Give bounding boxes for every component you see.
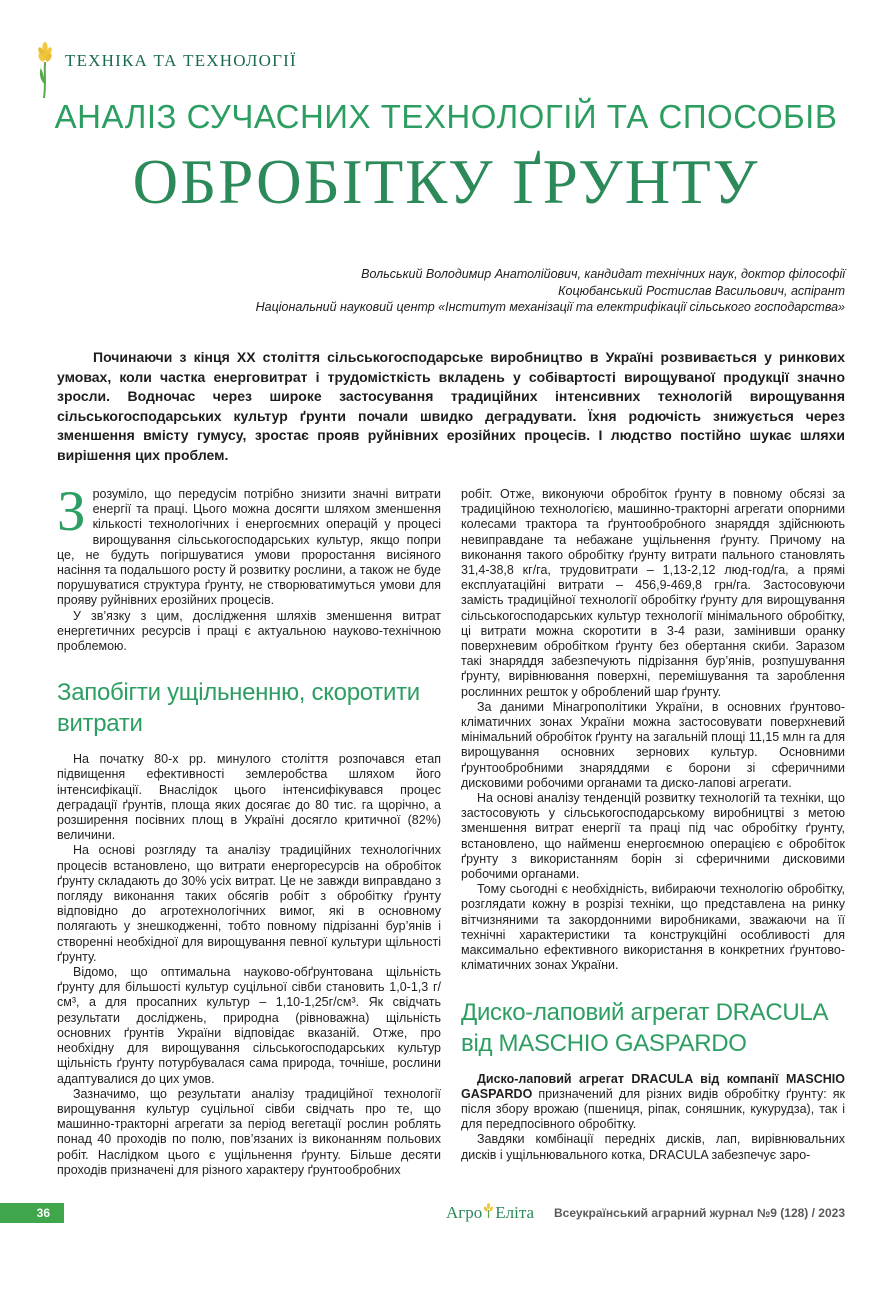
paragraph: робіт. Отже, виконуючи обробіток ґрунту в повному обсязі за традиційною технологією, машинно-тракторні агрегати опорними колесами трактора та ґрунтообробного знаряддя здійснюють невиправдане та небажане ущільнення ґрунту. Причому на виконання такого обробітку ґрунту витрати пального становлять 31,4-38,8 кг/га, трудовитрати – 1,13-2,12 люд-год/га, а прямі експлуатаційні витрати – 456,9-469,8 грн/га. Застосовуючи замість традиційної технології обробітку ґрунту для вирощування сільськогосподарських культур технології мінімального обробітку, ці витрати можна скоротити в 3-4 рази, замінивши оранку поверхневим обробітком ґрунту без обертання скиби. Заразом такі знаряддя забезпечують підрізання бур’янів, розпушування ґрунту, вирівнювання поверхні, перемішування та зароблення рослинних решток у оброблений шар ґрунту.	[461, 487, 845, 699]
paragraph: На початку 80-х рр. минулого століття розпочався етап підвищення ефективності землеробства шляхом його інтенсифікації. Внаслідок цього інтенсифікувався процес деградації ґрунтів, площа яких досягає до 80 тис. га щорічно, а розширення посівних площ в Україні досягло критичної (82%) величини.	[57, 752, 441, 843]
paragraph: Відомо, що оптимальна науково-обґрунтована щільність ґрунту для більшості культур суцільної сівби становить 1,0-1,3 г/см³, а для просапних культур – 1,10-1,25г/см³. Як свідчать результати досліджень, природна (рівноважна) щільність основних ґрунтів України відповідає вказаній. Отже, про необхідну для вирощування сільськогосподарських культур щільність ґрунту потурбувалася сама природа, точніше, рослини адаптувалися до цих умов.	[57, 965, 441, 1086]
agroelita-logo	[446, 1203, 534, 1224]
logo-text-elita: Еліта	[495, 1203, 535, 1222]
article-body	[57, 480, 845, 1178]
logo-wheat-icon	[483, 1203, 494, 1224]
journal-info: Всеукраїнський аграрний журнал №9 (128) / 2023	[554, 1206, 845, 1220]
footer	[446, 1202, 845, 1224]
bold-lead-text: Диско-лаповий агрегат DRACULA від компанії MASCHIO GASPARDO	[461, 1071, 845, 1101]
paragraph: На основі розгляду та аналізу традиційних технологічних процесів встановлено, що витрати енергоресурсів на обробіток ґрунту складають до 30% усіх витрат. Це не завжди виправдано з погляду виконання таких обсягів робіт з обробітку ґрунту відповідно до агротехнологічних вимог, які в основному полягають у знешкодженні, тобто повному підрізанні бур’янів і створенні необхідної для вирощування певної культури щільності ґрунту.	[57, 843, 441, 964]
author-line: Коцюбанський Ростислав Васильович, аспірант	[558, 283, 845, 298]
subheading-compaction: Запобігти ущільненню, скоротити витрати	[57, 679, 420, 738]
subheading-dracula: Диско-лаповий агрегат DRACULA від MASCHIO GASPARDO	[461, 998, 827, 1057]
section-label: ТЕХНІКА ТА ТЕХНОЛОГІЇ	[65, 51, 297, 70]
article-title-line1: АНАЛІЗ СУЧАСНИХ ТЕХНОЛОГІЙ ТА СПОСОБІВ	[54, 98, 838, 135]
paragraph: Тому сьогодні є необхідність, вибираючи технологію обробітку, розглядати кожну в розрізі техніки, що представлена на ринку вітчизняними та закордонними виробниками, зважаючи на її технічні характеристики та конструкційні особливості для максимально ефективного використання в конкретних ґрунтово-кліматичних зонах України.	[461, 882, 845, 973]
lead-paragraph: Починаючи з кінця ХХ століття сільськогосподарське виробництво в Україні розвивається у ринкових умовах, коли частка енерговитрат і трудомісткість вкладень у собівартості вирощуваної продукції значно зросли. Водночас через широке застосування традиційних інтенсивних технологій вирощування сільськогосподарських культур ґрунти почали швидко деградувати. Їхня родючість знижується через зменшення вмісту гумусу, зростає прояв руйнівних ерозійних процесів. І людство постійно шукає шляхи вирішення цих проблем.	[57, 349, 845, 463]
paragraph: У зв’язку з цим, дослідження шляхів зменшення витрат енергетичних ресурсів і праці є актуальною науково-технічною проблемою.	[57, 608, 441, 654]
paragraph: За даними Мінагрополітики України, в основних ґрунтово-кліматичних зонах України можна застосовувати поверхневий мінімальний обробіток ґрунту на загальній площі 11,15 млн га для вирощування основних зернових культур. Основними ґрунтообробними знаряддями є борони зі сферичними дисковими робочими органами та диско-лапові агрегати.	[461, 699, 845, 790]
author-line: Вольський Володимир Анатолійович, кандидат технічних наук, доктор філософії	[361, 267, 845, 281]
paragraph: Зазначимо, що результати аналізу традиційної технології вирощування культур суцільної сівби свідчать про те, що машинно-тракторні агрегати за період вегетації рослин роблять понад 40 проходів по полю, пов’язаних із виконанням польових робіт. Наслідком цього є ущільнення ґрунту. Більше десяти проходів призначені для різного характеру ґрунтообробних	[57, 1086, 441, 1177]
paragraph: Диско-лаповий агрегат DRACULA від компанії MASCHIO GASPARDO призначений для різних видів обробітку ґрунту: як після збору врожаю (пшениця, ріпак, соняшник, кукурудза), так і для передпосівного обробітку.	[461, 1071, 845, 1132]
wheat-icon	[34, 42, 56, 105]
logo-text-agro: Агро	[445, 1203, 483, 1222]
institution-line: Національний науковий центр «Інститут механізації та електрифікації сільського господарства»	[255, 300, 845, 314]
page-number-badge: 36	[0, 1203, 64, 1223]
right-column	[461, 487, 845, 1178]
authors-block	[256, 266, 845, 316]
left-column	[57, 480, 441, 1178]
paragraph: Зрозуміло, що передусім потрібно знизити значні витрати енергії та праці. Цього можна досягти шляхом зменшення кількості технологічних і енергоємних операцій у процесі вирощування сільськогосподарських культур, якщо попри це, не будуть погіршуватися умови проростання висіяного насіння та подальшого росту й розвитку рослини, а також не буде порушуватися структура ґрунту, не створюватимуться умови для прояву руйнівних ерозійних процесів.	[57, 480, 441, 608]
article-title-line2: ОБРОБІТКУ ҐРУНТУ	[132, 147, 760, 217]
drop-cap: З	[57, 480, 86, 543]
paragraph: На основі аналізу тенденцій розвитку технологій та техніки, що застосовують у сільськогосподарському виробництві з метою зменшення витрат енергії та праці під час обробітку ґрунту, встановлено, що найменш енергоємною операцією є обробіток ґрунту з використанням борін зі сферичними дисковими робочими органами.	[461, 791, 845, 882]
section-header	[34, 42, 297, 105]
paragraph: Завдяки комбінації передніх дисків, лап, вирівнювальних дисків і ущільнювального котка, DRACULA забезпечує заро-	[461, 1132, 845, 1162]
